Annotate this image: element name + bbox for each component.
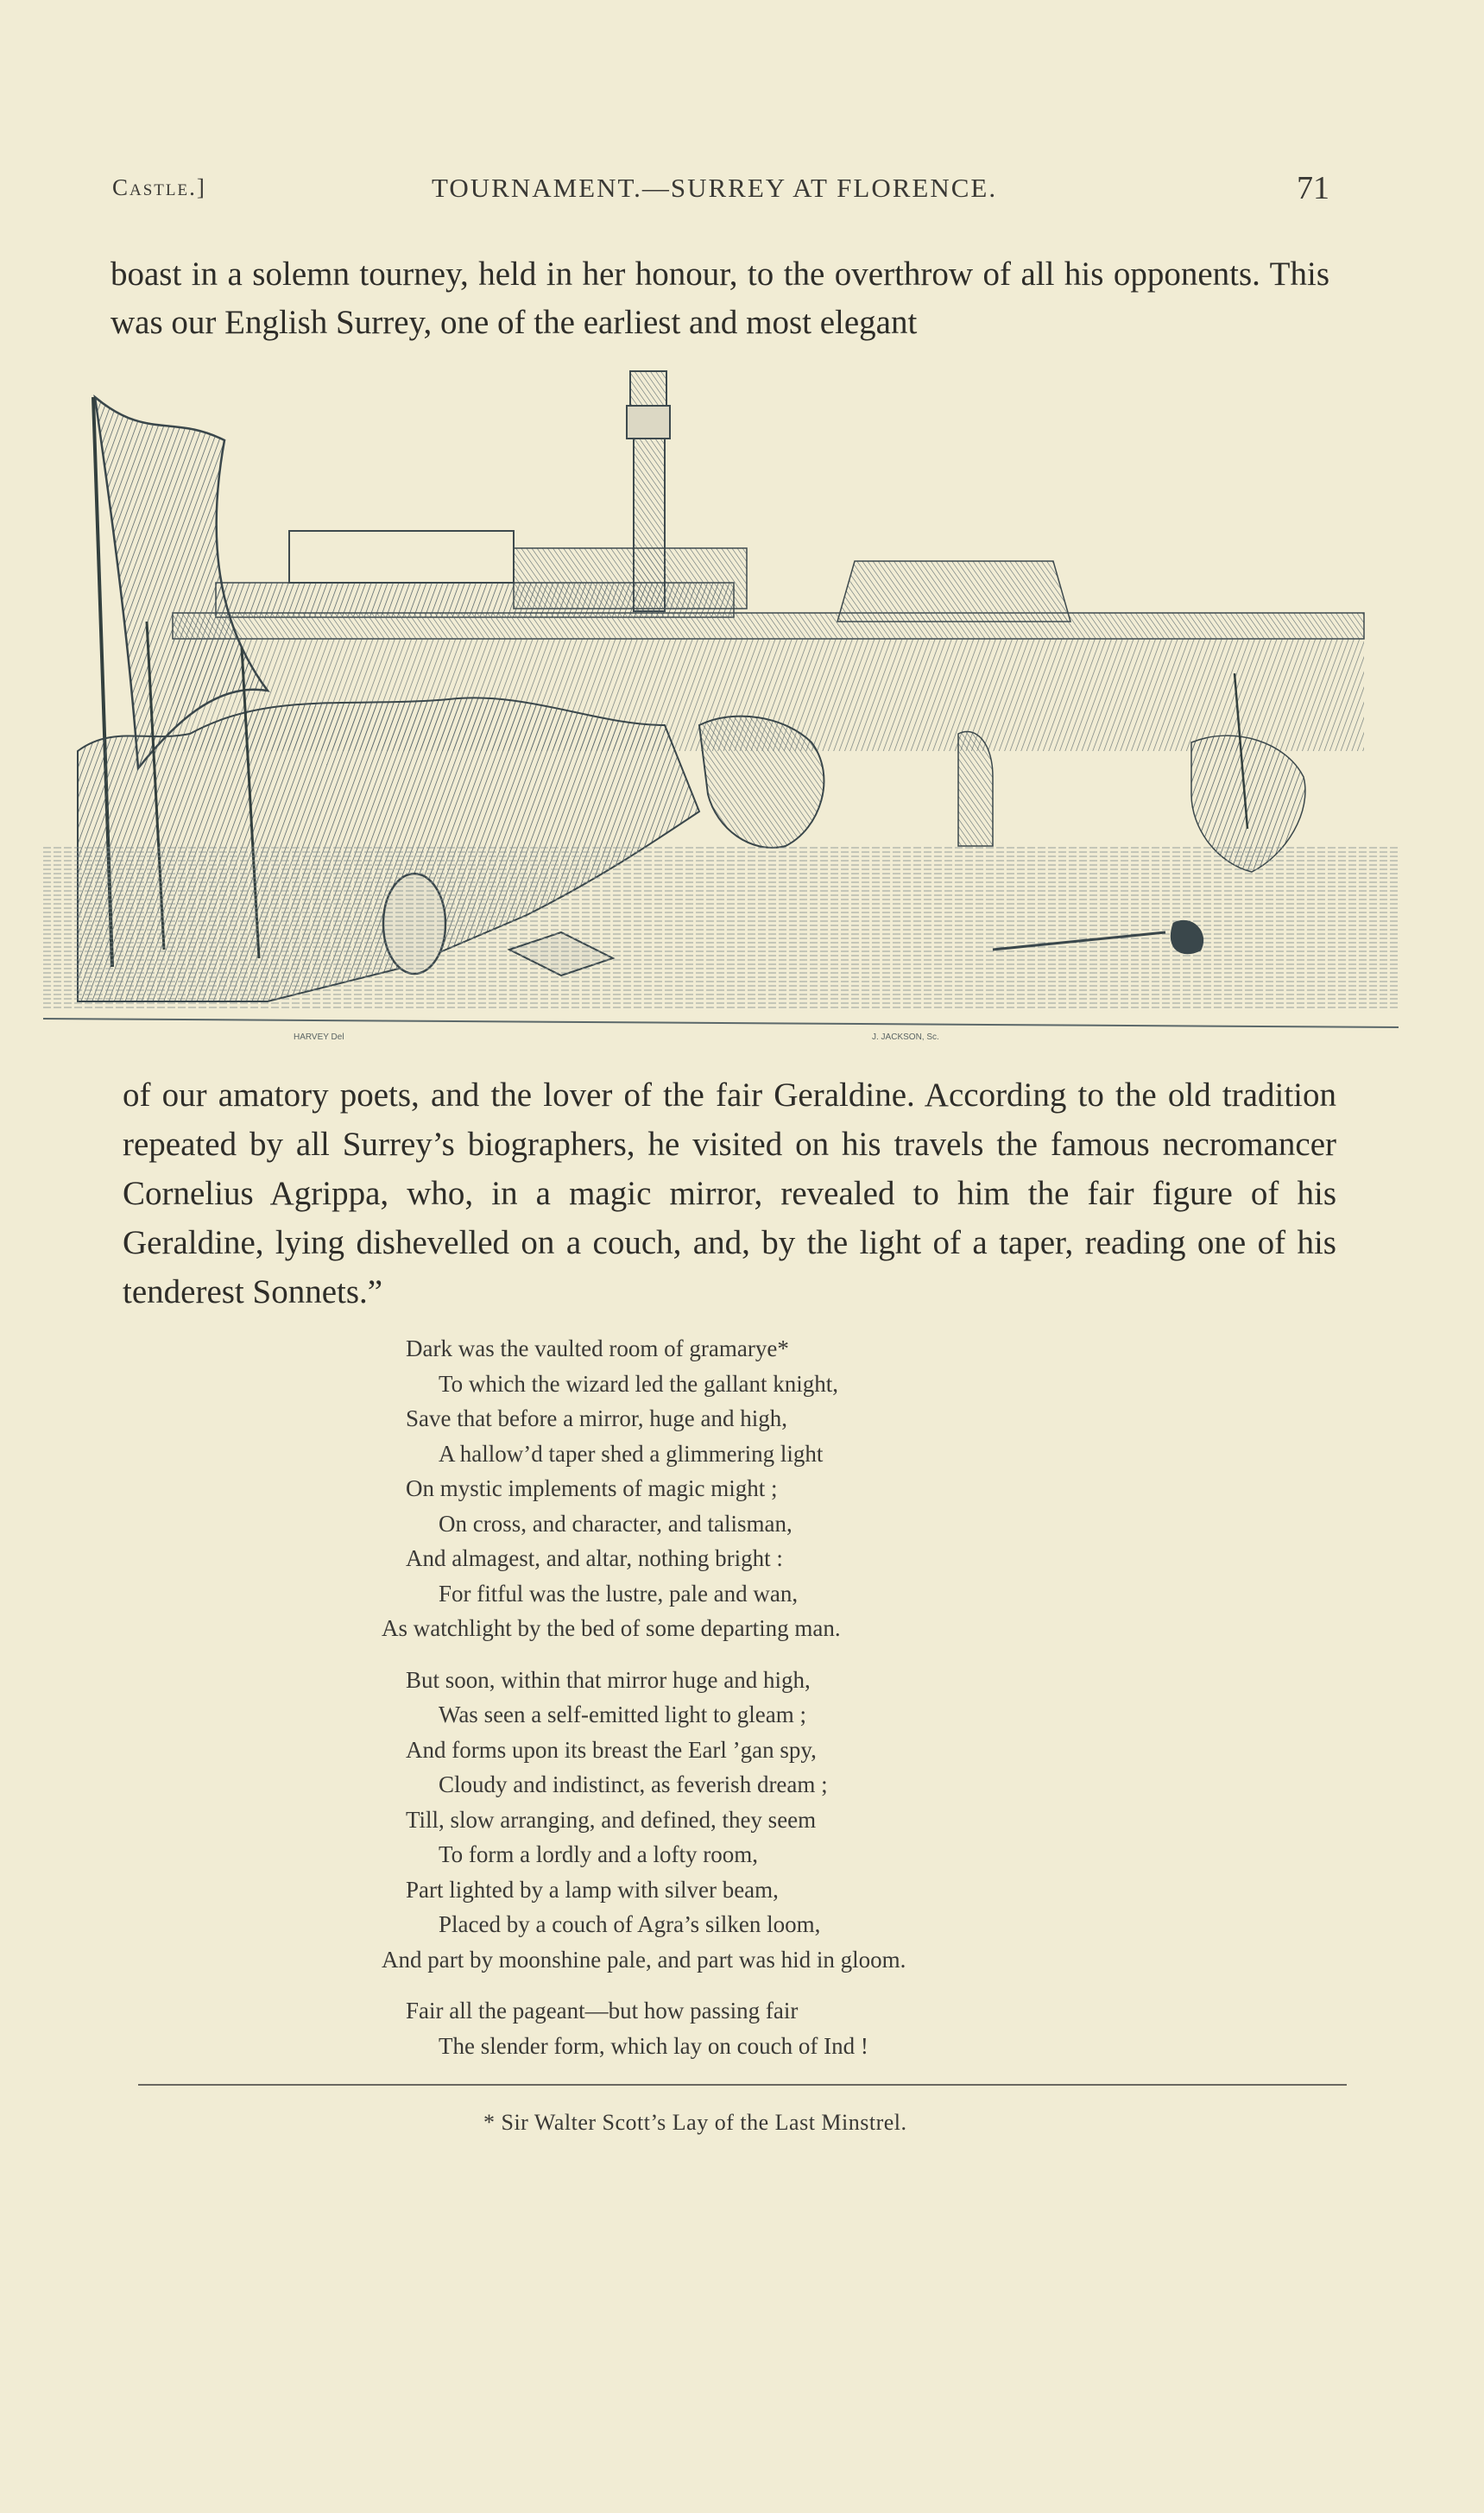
poem-line: Placed by a couch of Agra’s silken loom, bbox=[439, 1911, 821, 1937]
paragraph-bottom: of our amatory poets, and the lover of the fair Geraldine. According to the old tradition repeated by all Surrey’s biographers, he visited on his travels the famous necromancer Cornelius Agrippa, who, in a magic mirror, revealed to him the fair figure of his Geraldine, lying dishevelled on a couch, and, by the light of a taper, reading one of his tenderest Sonnets.” bbox=[123, 1077, 1336, 1310]
poem-line: Was seen a self-emitted light to gleam ; bbox=[439, 1702, 806, 1727]
engraver-credit-right: J. JACKSON, Sc. bbox=[872, 1032, 939, 1042]
poem-line: A hallow’d taper shed a glimmering light bbox=[439, 1440, 824, 1467]
poem-line: And part by moonshine pale, and part was hid in gloom. bbox=[382, 1946, 906, 1973]
poem-line: For fitful was the lustre, pale and wan, bbox=[439, 1580, 799, 1607]
poem-line: The slender form, which lay on couch of Ind ! bbox=[439, 2032, 868, 2059]
poem-line: Save that before a mirror, huge and high, bbox=[406, 1405, 788, 1431]
header-title: TOURNAMENT.—SURREY AT FLORENCE. bbox=[432, 173, 998, 203]
poem-stanza-3 bbox=[406, 1993, 1183, 2063]
poem-quotation bbox=[382, 1331, 1183, 2080]
engraver-credit-left: HARVEY Del bbox=[294, 1032, 344, 1042]
poem-line: Cloudy and indistinct, as feverish dream ; bbox=[439, 1771, 828, 1797]
running-header bbox=[112, 169, 1329, 212]
header-section-label: Castle.] bbox=[112, 174, 206, 200]
poem-line: And almagest, and altar, nothing bright : bbox=[406, 1545, 783, 1571]
tournament-engraving bbox=[43, 363, 1399, 1045]
page-number: 71 bbox=[1297, 170, 1329, 206]
poem-stanza-2 bbox=[382, 1663, 1183, 1978]
poem-line: Till, slow arranging, and defined, they seem bbox=[406, 1806, 817, 1833]
poem-stanza-1 bbox=[382, 1331, 1183, 1646]
paragraph-top: boast in a solemn tourney, held in her honour, to the overthrow of all his opponents. This was our English Surrey, one of the earliest and most elegant bbox=[111, 256, 1329, 341]
poem-line: But soon, within that mirror huge and high, bbox=[406, 1666, 811, 1693]
palace-building bbox=[216, 531, 747, 617]
body-text-top bbox=[111, 250, 1329, 347]
poem-line: To form a lordly and a lofty room, bbox=[439, 1841, 759, 1867]
tournament-illustration bbox=[43, 363, 1399, 1045]
footnote-divider bbox=[138, 2084, 1347, 2086]
body-text-bottom bbox=[123, 1070, 1336, 1316]
poem-line: Part lighted by a lamp with silver beam, bbox=[406, 1876, 779, 1903]
poem-line: To which the wizard led the gallant knight, bbox=[439, 1370, 838, 1397]
poem-line: Dark was the vaulted room of gramarye* bbox=[406, 1335, 789, 1361]
poem-line: As watchlight by the bed of some departing man. bbox=[382, 1615, 841, 1641]
poem-line: Fair all the pageant—but how passing fair bbox=[406, 1998, 799, 2024]
poem-line: On cross, and character, and talisman, bbox=[439, 1510, 793, 1537]
poem-line: On mystic implements of magic might ; bbox=[406, 1475, 778, 1501]
footnote: * Sir Walter Scott’s Lay of the Last Minstrel. bbox=[483, 2110, 907, 2135]
tiltyard-ground bbox=[43, 846, 1399, 1027]
poem-line: And forms upon its breast the Earl ’gan spy, bbox=[406, 1736, 817, 1763]
